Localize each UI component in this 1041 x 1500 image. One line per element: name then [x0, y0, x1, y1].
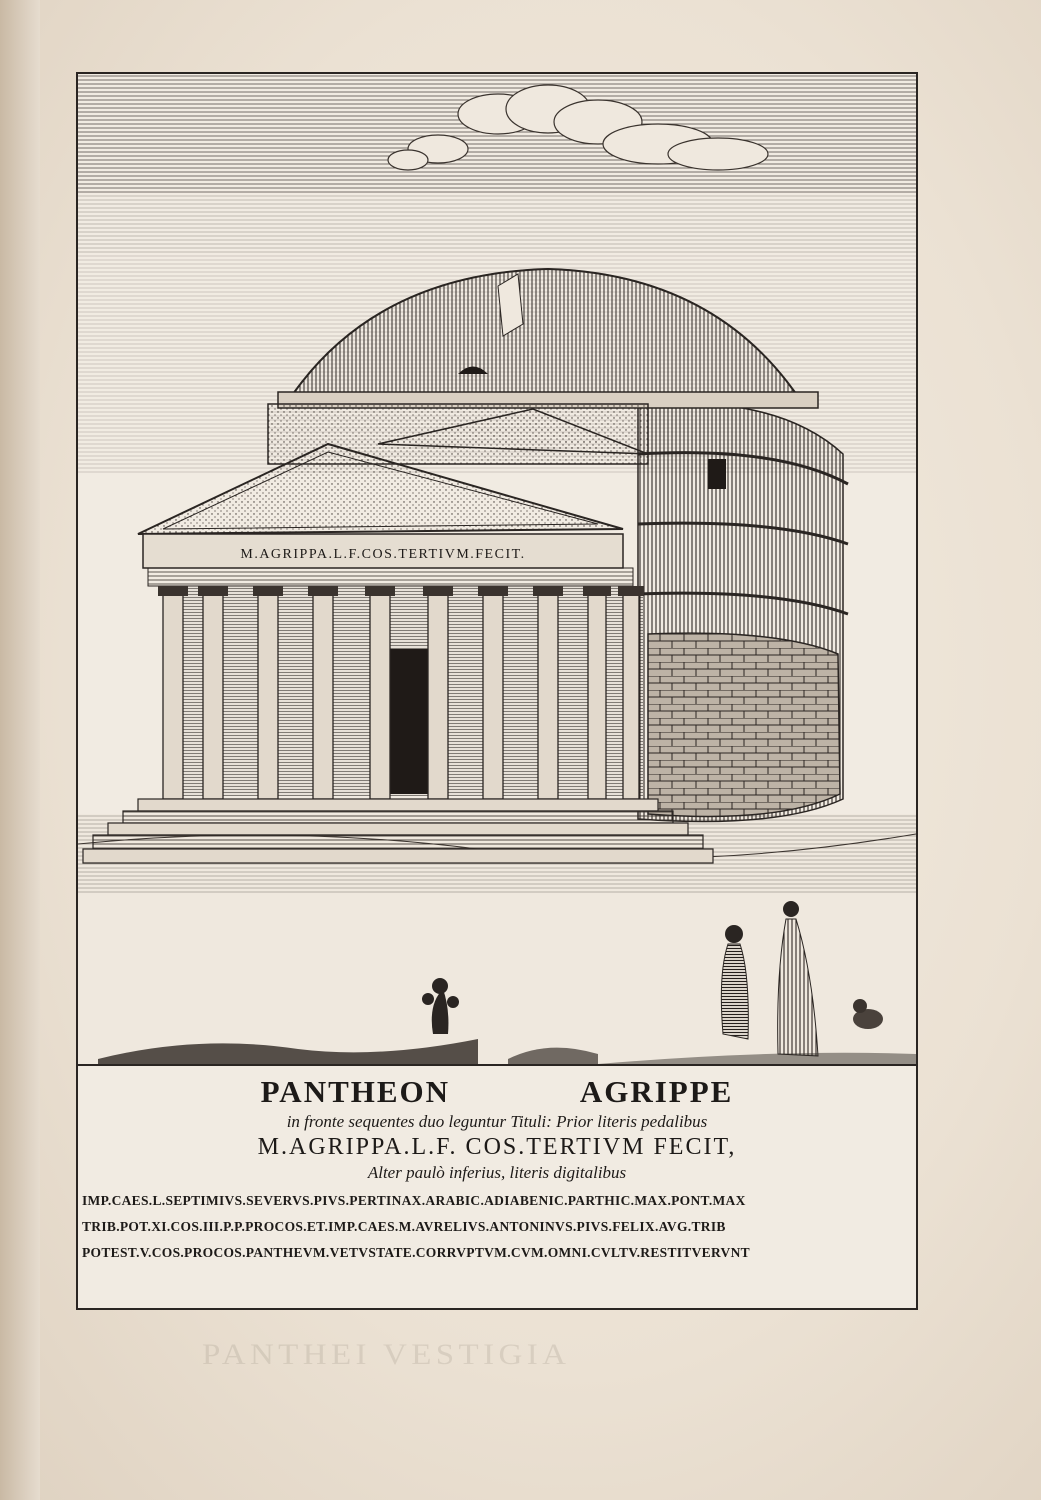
caption-small-3: POTEST.V.COS.PROCOS.PANTHEVM.VETVSTATE.CORRVPTVM.CVM.OMNI.CVLTV.RESTITVERVNT: [82, 1245, 750, 1260]
caption-line-2: Alter paulò inferius, literis digitalibus: [367, 1163, 627, 1182]
steps: [83, 799, 713, 863]
frieze-inscription: M.AGRIPPA.L.F.COS.TERTIVM.FECIT.: [240, 547, 526, 562]
caption-inscription: M.AGRIPPA.L.F. COS.TERTIVM FECIT,: [257, 1134, 737, 1160]
caption-small-1: IMP.CAES.L.SEPTIMIVS.SEVERVS.PIVS.PERTINAX.ARABIC.ADIABENIC.PARTHIC.MAX.PONT.MAX: [82, 1193, 746, 1208]
caption-small-2: TRIB.POT.XI.COS.III.P.P.PROCOS.ET.IMP.CAES.M.AVRELIVS.ANTONINVS.PIVS.FELIX.AVG.TRIB: [82, 1219, 726, 1234]
pantheon-engraving: [78, 74, 916, 1064]
show-through-text: PANTHEI VESTIGIA: [202, 1338, 571, 1371]
caption-title: [78, 1074, 916, 1110]
page-gutter: [0, 0, 40, 1500]
caption-line-1: in fronte sequentes duo leguntur Tituli: Prior literis pedalibus: [286, 1112, 708, 1131]
plate-caption: [78, 1064, 916, 1310]
title-left: PANTHEON: [260, 1074, 451, 1109]
engraving-plate: [76, 72, 918, 1310]
portico: [158, 586, 644, 799]
title-right: AGRIPPE: [579, 1074, 734, 1109]
rotunda: [638, 403, 848, 822]
